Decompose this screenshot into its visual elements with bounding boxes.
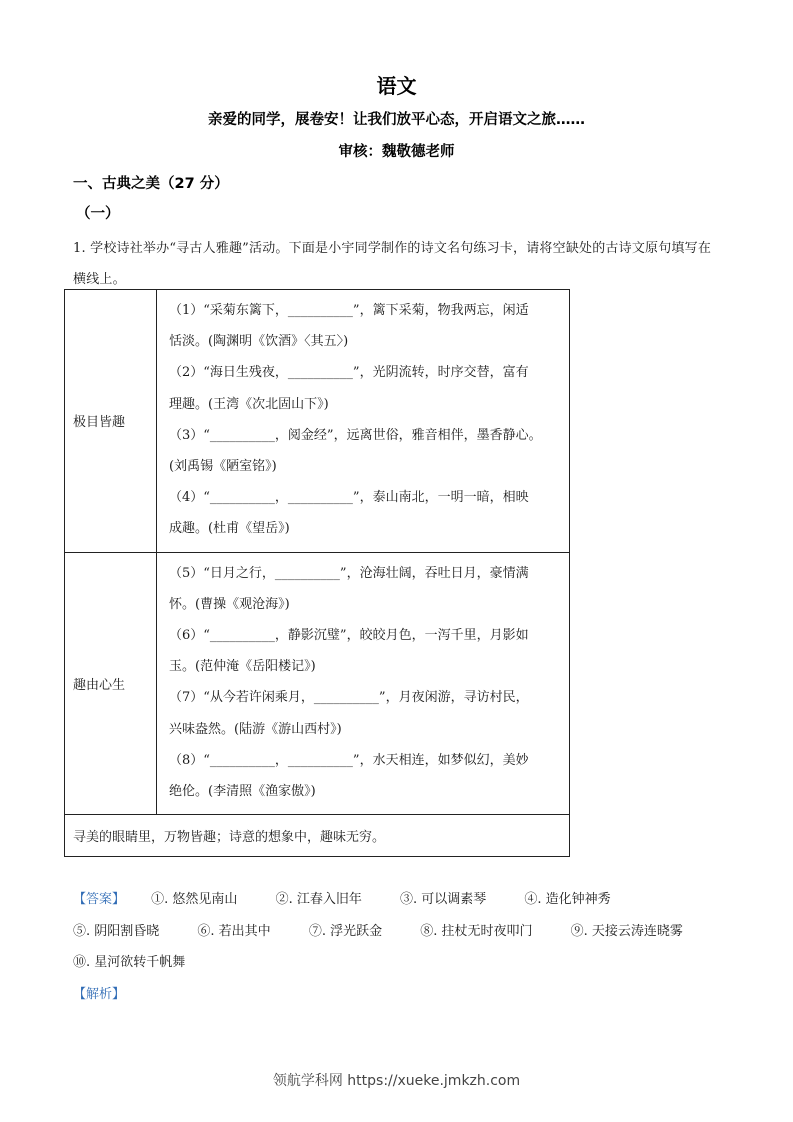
card-row-content xyxy=(157,552,570,815)
analysis-tag: 【解析】 xyxy=(73,987,126,1002)
reviewer-line: 审核：魏敬德老师 xyxy=(338,144,455,160)
card-line: 绝伦。(李清照《渔家傲》) xyxy=(169,784,316,800)
card-footer: 寻美的眼睛里，万物皆趣；诗意的想象中，趣味无穷。 xyxy=(65,815,570,857)
answer-item: ⑥. 若出其中 xyxy=(197,923,271,939)
card-line: 兴味盎然。(陆游《游山西村》) xyxy=(169,721,342,737)
card-footer-row xyxy=(65,815,570,857)
sub-heading: （一） xyxy=(76,206,120,222)
answer-item: ⑧. 拄杖无时夜叩门 xyxy=(420,923,533,939)
card-row xyxy=(65,552,570,815)
answer-item: ⑦. 浮光跃金 xyxy=(308,923,383,939)
answer-block xyxy=(73,884,723,979)
answer-item: ②. 江春入旧年 xyxy=(275,892,362,907)
card-line: 恬淡。(陶渊明《饮酒》〈其五〉) xyxy=(169,334,349,350)
answer-item: ⑤. 阴阳割昏晓 xyxy=(73,923,160,939)
card-line: （8）“__________，__________”，水天相连，如梦似幻，美妙 xyxy=(169,752,529,768)
card-line: （5）“日月之行，__________”，沧海壮阔，吞吐日月，豪情满 xyxy=(169,565,529,581)
answer-item: ⑨. 天接云涛连晓雾 xyxy=(570,923,683,939)
answer-item: ①. 悠然见南山 xyxy=(151,892,238,907)
poetry-practice-card xyxy=(64,289,570,857)
card-line: （4）“__________，__________”，泰山南北，一明一暗，相映 xyxy=(169,490,529,506)
card-line: （1）“采菊东篱下，__________”，篱下采菊，物我两忘，闲适 xyxy=(169,303,529,318)
page-footer-watermark: 领航学科网 https://xueke.jmkzh.com xyxy=(272,1073,521,1089)
card-row xyxy=(65,290,570,553)
card-line: （3）“__________，阅金经”，远离世俗，雅音相伴，墨香静心。 xyxy=(169,427,542,443)
answer-item: ④. 造化钟神秀 xyxy=(524,892,611,907)
card-line: 怀。(曹操《观沧海》) xyxy=(169,596,290,612)
section-heading: 一、古典之美（27 分） xyxy=(73,176,229,192)
answer-item: ③. 可以调素琴 xyxy=(399,892,487,907)
card-line: 理趣。(王湾《次北固山下》) xyxy=(169,396,329,412)
card-row-content xyxy=(157,290,570,553)
card-line: （7）“从今若许闲乘月，__________”，月夜闲游，寻访村民， xyxy=(169,690,529,706)
card-line: 玉。(范仲淹《岳阳楼记》) xyxy=(169,659,316,675)
card-row-label: 趣由心生 xyxy=(65,552,157,815)
answer-item: ⑩. 星河欲转千帆舞 xyxy=(73,955,186,970)
card-row-label: 极目皆趣 xyxy=(65,290,157,553)
question-1-text: 1. 学校诗社举办“寻古人雅趣”活动。下面是小宇同学制作的诗文名句练习卡，请将空缺处的古诗文原句填写在横线上。 xyxy=(73,241,712,287)
card-line: （6）“__________，静影沉璧”，皎皎月色，一泻千里，月影如 xyxy=(169,628,529,644)
page-title: 语文 xyxy=(376,74,417,98)
page-subtitle: 亲爱的同学，展卷安！让我们放平心态，开启语文之旅…… xyxy=(208,112,585,128)
card-line: 成趣。(杜甫《望岳》) xyxy=(169,521,290,537)
card-line: (刘禹锡《陋室铭》) xyxy=(169,459,277,475)
card-line: （2）“海日生残夜，__________”，光阴流转，时序交替，富有 xyxy=(169,365,529,381)
answer-tag: 【答案】 xyxy=(73,892,126,907)
